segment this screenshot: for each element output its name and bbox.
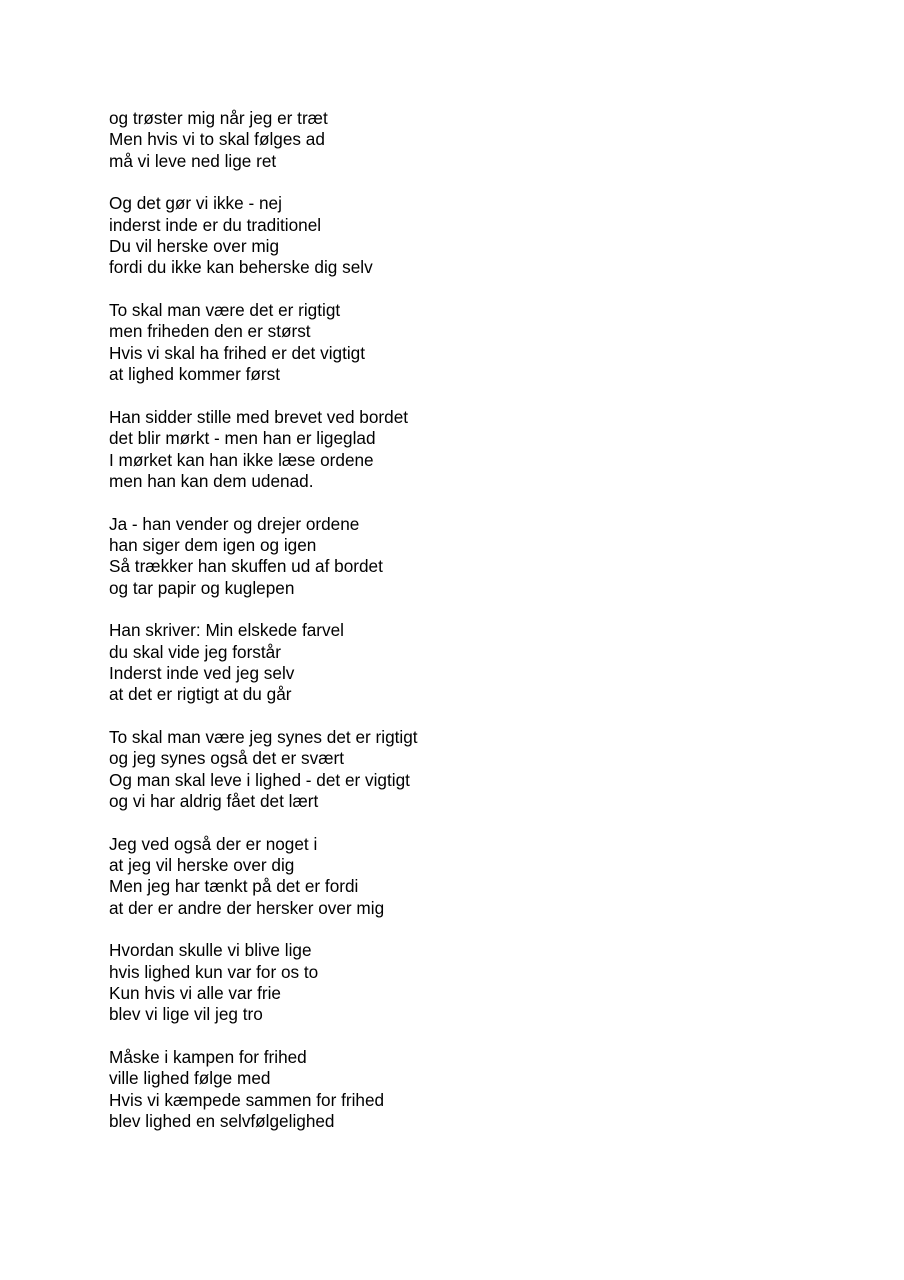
- stanza: [109, 834, 418, 919]
- poem-line: To skal man være jeg synes det er rigtigt: [109, 726, 418, 747]
- poem-line: Inderst inde ved jeg selv: [109, 662, 295, 683]
- poem-line: Jeg ved også der er noget i: [109, 833, 318, 854]
- poem-line: må vi leve ned lige ret: [109, 150, 277, 171]
- poem-line: men han kan dem udenad.: [109, 470, 314, 491]
- poem-line: Du vil herske over mig: [109, 236, 280, 257]
- stanza: [109, 1047, 418, 1132]
- poem-line: at det er rigtigt at du går: [109, 684, 292, 705]
- stanza: [109, 514, 418, 599]
- poem-line: at der er andre der hersker over mig: [109, 897, 385, 918]
- stanza: [109, 407, 418, 492]
- poem-line: Måske i kampen for frihed: [109, 1047, 307, 1068]
- poem-line: at lighed kommer først: [109, 364, 280, 385]
- stanza: [109, 108, 418, 172]
- poem-line: Hvis vi kæmpede sammen for frihed: [109, 1089, 385, 1110]
- poem-line: Han sidder stille med brevet ved bordet: [109, 406, 409, 427]
- poem-line: det blir mørkt - men han er ligeglad: [109, 428, 376, 449]
- poem-line: Kun hvis vi alle var frie: [109, 983, 281, 1004]
- poem-line: men friheden den er størst: [109, 321, 311, 342]
- poem-line: To skal man være det er rigtigt: [109, 300, 341, 321]
- poem-line: ville lighed følge med: [109, 1068, 271, 1089]
- stanza: [109, 300, 418, 385]
- poem-line: at jeg vil herske over dig: [109, 855, 295, 876]
- poem-line: Hvordan skulle vi blive lige: [109, 940, 312, 961]
- poem-line: Hvis vi skal ha frihed er det vigtigt: [109, 342, 366, 363]
- poem-line: Og det gør vi ikke - nej: [109, 193, 282, 214]
- poem-line: Men jeg har tænkt på det er fordi: [109, 876, 359, 897]
- poem-line: han siger dem igen og igen: [109, 534, 317, 555]
- stanza: [109, 620, 418, 705]
- poem-line: og trøster mig når jeg er træt: [109, 108, 328, 128]
- stanza: [109, 727, 418, 812]
- poem-text: [109, 108, 418, 1133]
- poem-line: og tar papir og kuglepen: [109, 577, 295, 598]
- poem-line: Ja - han vender og drejer ordene: [109, 513, 360, 534]
- stanza: [109, 193, 418, 278]
- poem-line: hvis lighed kun var for os to: [109, 961, 319, 982]
- poem-line: Han skriver: Min elskede farvel: [109, 620, 344, 641]
- poem-line: Så trækker han skuffen ud af bordet: [109, 556, 383, 577]
- stanza: [109, 940, 418, 1025]
- poem-line: Men hvis vi to skal følges ad: [109, 129, 325, 150]
- poem-line: du skal vide jeg forstår: [109, 641, 281, 662]
- poem-line: fordi du ikke kan beherske dig selv: [109, 257, 373, 278]
- poem-line: blev lighed en selvfølgelighed: [109, 1111, 335, 1132]
- poem-line: I mørket kan han ikke læse ordene: [109, 449, 374, 470]
- poem-line: inderst inde er du traditionel: [109, 214, 322, 235]
- poem-line: Og man skal leve i lighed - det er vigtigt: [109, 769, 410, 790]
- poem-line: og jeg synes også det er svært: [109, 748, 345, 769]
- poem-line: blev vi lige vil jeg tro: [109, 1004, 263, 1025]
- poem-line: og vi har aldrig fået det lært: [109, 791, 319, 811]
